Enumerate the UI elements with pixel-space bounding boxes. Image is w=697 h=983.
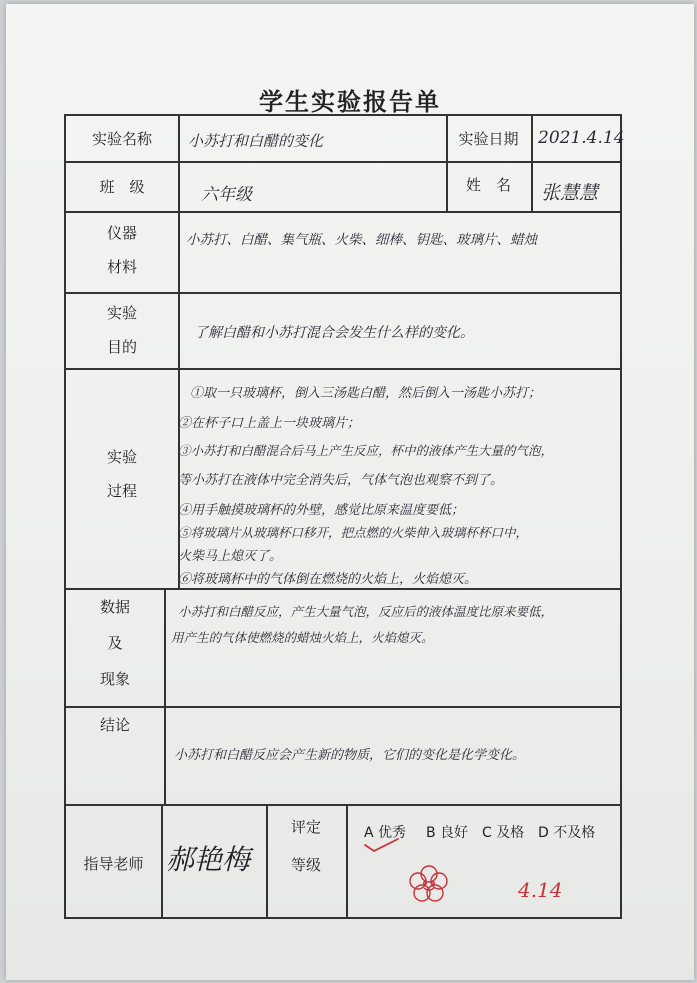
- student-name-value: 张慧慧: [541, 182, 599, 204]
- student-name-label: 姓 名: [465, 176, 511, 194]
- process-step: ①取一只玻璃杯，倒入三汤匙白醋，然后倒入一汤匙小苏打；: [190, 386, 542, 401]
- experiment-date-label: 实验日期: [458, 130, 519, 148]
- col-divider: [161, 804, 163, 917]
- col-divider: [346, 804, 348, 917]
- teacher-signature: 郝艳梅: [166, 843, 251, 876]
- row-divider: [66, 292, 620, 294]
- conclusion-value: 小苏打和白醋反应会产生新的物质，它们的变化是化学变化。: [174, 748, 526, 763]
- process-step: ③小苏打和白醋混合后马上产生反应，杯中的液体产生大量的气泡，: [178, 443, 554, 458]
- teacher-label: 指导老师: [83, 855, 144, 873]
- process-step: 等小苏打在液体中完全消失后，气体气泡也观察不到了。: [178, 473, 504, 488]
- grade-option-a: A 优秀: [364, 825, 407, 841]
- experiment-name-value: 小苏打和白醋的变化: [188, 132, 324, 150]
- row-divider: [66, 161, 620, 163]
- report-sheet: [6, 4, 694, 980]
- materials-value: 小苏打、白醋、集气瓶、火柴、细棒、钥匙、玻璃片、蜡烛: [186, 232, 537, 248]
- col-divider: [164, 588, 166, 804]
- data-label-bottom: 现象: [99, 670, 130, 688]
- grade-option-b: B 良好: [426, 825, 469, 841]
- col-divider: [531, 116, 533, 211]
- page-title: 学生实验报告单: [259, 88, 441, 116]
- class-label: 班 级: [99, 178, 145, 196]
- process-step: 火柴马上熄灭了。: [178, 549, 283, 564]
- marking-date: 4.14: [518, 878, 563, 902]
- process-step: ④用手触摸玻璃杯的外壁，感觉比原来温度要低；: [178, 503, 465, 518]
- data-observation-line: 小苏打和白醋反应，产生大量气泡，反应后的液体温度比原来要低，: [178, 604, 554, 619]
- materials-label-bottom: 材料: [106, 258, 137, 276]
- grade-option-d: D 不及格: [538, 825, 596, 841]
- conclusion-label: 结论: [99, 716, 130, 734]
- experiment-date-value: 2021.4.14: [538, 128, 625, 148]
- data-label-top: 数据: [99, 598, 130, 616]
- row-divider: [66, 211, 620, 213]
- class-value: 六年级: [201, 185, 252, 205]
- purpose-label-bottom: 目的: [106, 338, 137, 356]
- row-divider: [66, 804, 620, 806]
- row-divider: [66, 368, 620, 370]
- grade-label-top: 评定: [290, 818, 321, 836]
- process-label-top: 实验: [106, 448, 137, 466]
- data-observation-line: 用产生的气体使燃烧的蜡烛火焰上，火焰熄灭。: [171, 630, 434, 645]
- materials-label-top: 仪器: [106, 224, 137, 242]
- flower-stamp-icon: [406, 864, 452, 904]
- row-divider: [66, 588, 620, 590]
- row-divider: [66, 706, 620, 708]
- process-label-bottom: 过程: [106, 482, 137, 500]
- process-step: ②在杯子口上盖上一块玻璃片；: [178, 416, 361, 431]
- experiment-name-label: 实验名称: [91, 130, 152, 148]
- purpose-value: 了解白醋和小苏打混合会发生什么样的变化。: [194, 325, 474, 341]
- grade-label-bottom: 等级: [290, 856, 321, 874]
- process-step: ⑥将玻璃杯中的气体倒在燃烧的火焰上，火焰熄灭。: [178, 572, 478, 587]
- process-step: ⑤将玻璃片从玻璃杯口移开，把点燃的火柴伸入玻璃杯杯口中，: [178, 525, 529, 540]
- grade-option-c: C 及格: [482, 825, 525, 841]
- checkmark-icon: [362, 836, 402, 854]
- purpose-label-top: 实验: [106, 304, 137, 322]
- report-table: [64, 114, 625, 919]
- data-label-middle: 及: [107, 634, 123, 652]
